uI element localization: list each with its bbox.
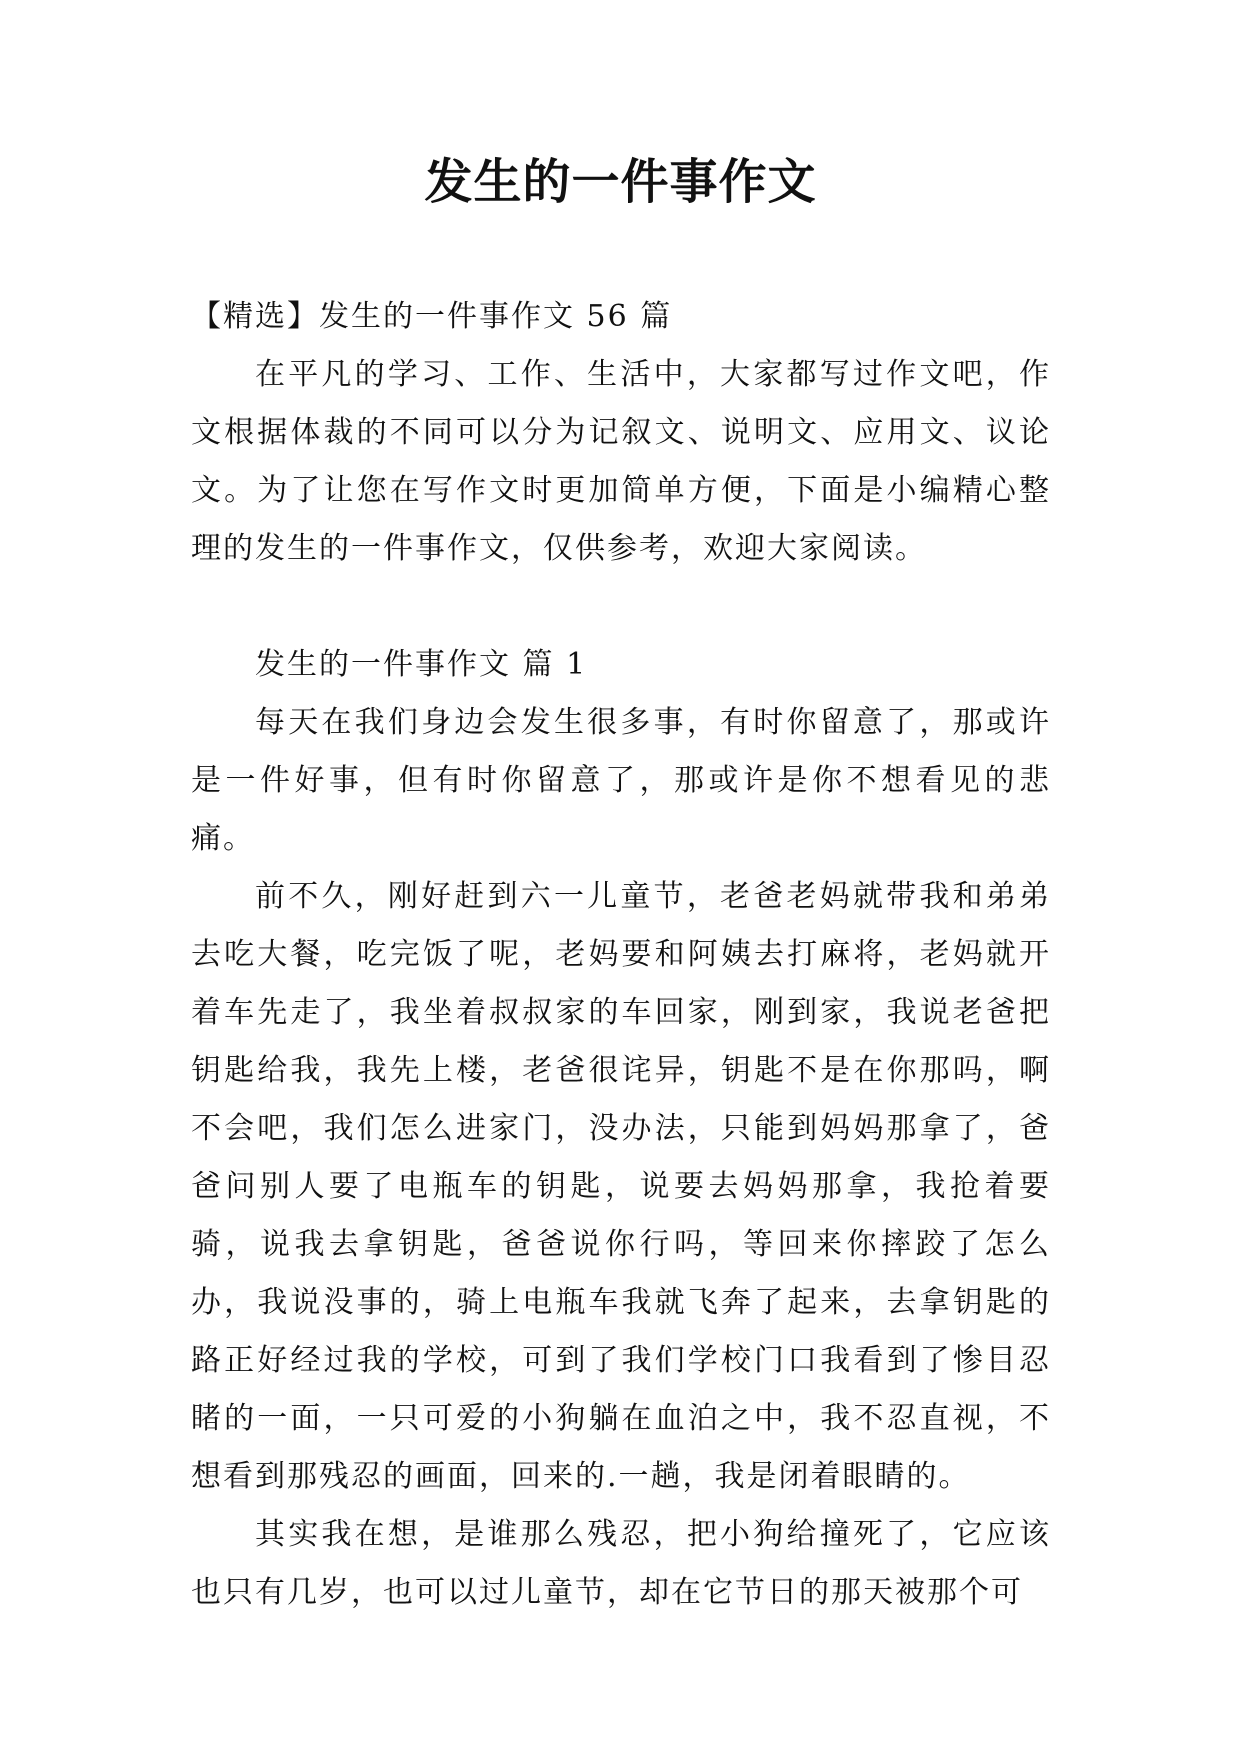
body-paragraph-2: 前不久，刚好赶到六一儿童节，老爸老妈就带我和弟弟去吃大餐，吃完饭了呢，老妈要和阿姨去打麻将，老妈就开着车先走了，我坐着叔叔家的车回家，刚到家，我说老爸把钥匙给我，我先上楼，老爸很诧异，钥匙不是在你那吗，啊不会吧，我们怎么进家门，没办法，只能到妈妈那拿了，爸爸问别人要了电瓶车的钥匙，说要去妈妈那拿，我抢着要骑，说我去拿钥匙，爸爸说你行吗，等回来你摔跤了怎么办，我说没事的，骑上电瓶车我就飞奔了起来，去拿钥匙的路正好经过我的学校，可到了我们学校门口我看到了惨目忍睹的一面，一只可爱的小狗躺在血泊之中，我不忍直视，不想看到那残忍的画面，回来的.一趟，我是闭着眼睛的。 [191, 879, 1051, 1494]
intro-paragraph: 在平凡的学习、工作、生活中，大家都写过作文吧，作文根据体裁的不同可以分为记叙文、说明文、应用文、议论文。为了让您在写作文时更加简单方便，下面是小编精心整理的发生的一件事作文，仅供参考，欢迎大家阅读。 [191, 357, 1051, 566]
document-title: 发生的一件事作文 [424, 154, 817, 210]
document-body [191, 288, 1051, 1622]
section-spacer [191, 578, 1051, 636]
document-subtitle: 【精选】发生的一件事作文 56 篇 [191, 299, 673, 334]
body-paragraph-3: 其实我在想，是谁那么残忍，把小狗给撞死了，它应该也只有几岁，也可以过儿童节，却在它节日的那天被那个可 [191, 1517, 1051, 1610]
body-paragraph-1: 每天在我们身边会发生很多事，有时你留意了，那或许是一件好事，但有时你留意了，那或许是你不想看见的悲痛。 [191, 705, 1051, 856]
section-heading: 发生的一件事作文 篇 1 [255, 647, 588, 682]
